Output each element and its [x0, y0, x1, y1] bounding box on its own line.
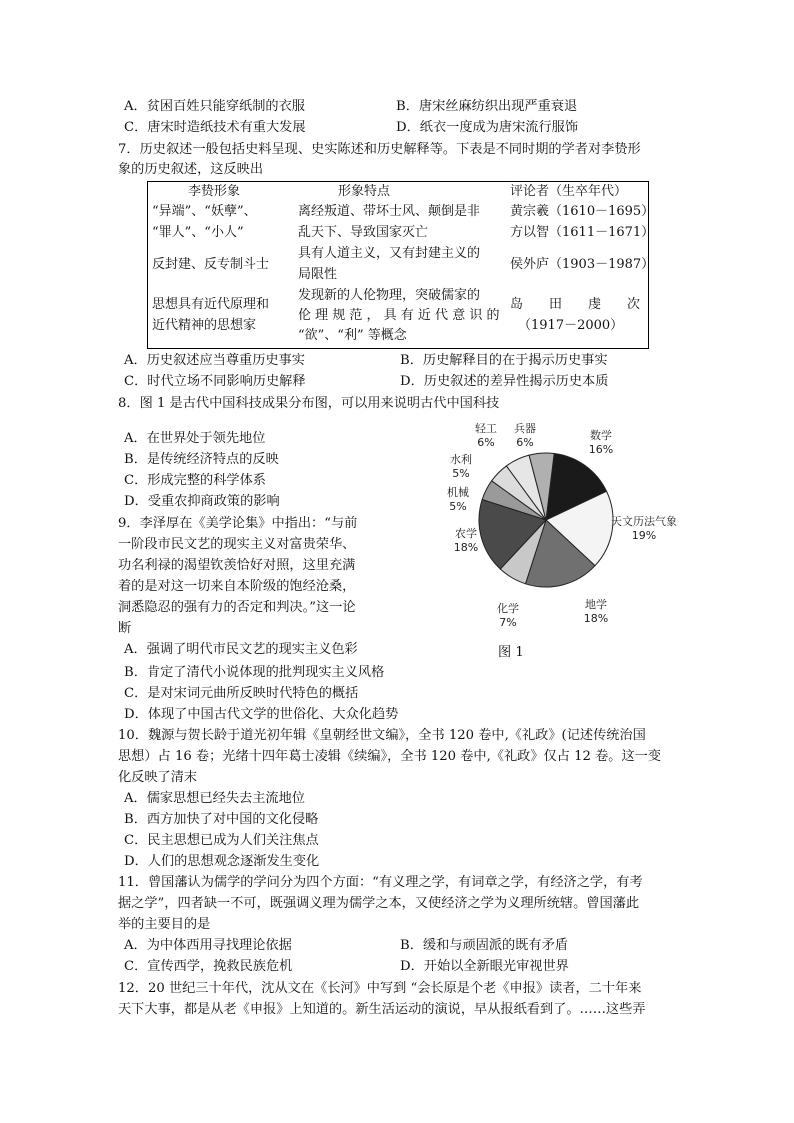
- figure-caption: 图 1: [498, 645, 524, 660]
- pie-label-1: 数学: [590, 429, 612, 442]
- q11-option-d: D．开始以全新眼光审视世界: [400, 959, 569, 974]
- pie-value-label-6: 5%: [449, 500, 467, 513]
- table-header-critic: 评论者（生卒年代）: [510, 184, 628, 199]
- q10-option-d: D．人们的思想观念逐渐发生变化: [124, 854, 320, 869]
- q12-stem-line-1: 12．20 世纪三十年代，沈从文在《长河》中写到 “会长原是个老《申报》读者，二十年来: [118, 981, 642, 996]
- q6-option-c: C．唐宋时造纸技术有重大发展: [124, 120, 306, 135]
- row3-trait-line3: “欲”、“利” 等概念: [298, 328, 407, 343]
- row1-critic-line2: 方以智（1611－1671）: [510, 225, 655, 240]
- q9-option-c: C．是对宋词元曲所反映时代特色的概括: [124, 686, 359, 701]
- pie-label-4: 化学: [497, 602, 519, 615]
- pie-label-3: 地学: [585, 598, 607, 611]
- q10-stem-line-3: 化反映了清末: [118, 770, 198, 785]
- q6-option-b: B．唐宋丝麻纺织出现严重衰退: [396, 99, 578, 114]
- pie-label-5: 农学: [455, 527, 477, 540]
- row2-image: 反封建、反专制斗士: [152, 257, 270, 272]
- q9-stem-line-4: 着的是对这一切来自本阶级的饱经沧桑，: [118, 579, 356, 594]
- row3-critic-line2: （1917－2000）: [518, 318, 624, 333]
- row3-trait-line1: 发现新的人伦物理，突破儒家的: [298, 288, 481, 303]
- q6-option-d: D．纸衣一度成为唐宋流行服饰: [396, 120, 579, 135]
- q9-stem-line-1: 9．李泽厚在《美学论集》中指出：“与前: [118, 516, 358, 531]
- q10-stem-line-1: 10．魏源与贺长龄于道光初年辑《皇朝经世文编》，全书 120 卷中,《礼政》(记述传统治国: [118, 728, 646, 743]
- q11-stem-line-1: 11．曾国藩认为儒学的学问分为四个方面：“有义理之学，有词章之学，有经济之学，有考: [118, 875, 643, 890]
- pie-chart: [400, 412, 700, 662]
- q9-stem-line-2: 一阶段市民文艺的现实主义对富贵荣华、: [118, 537, 356, 552]
- row1-trait-line1: 离经叛道、带坏士风、颠倒是非: [298, 204, 481, 219]
- table-header-trait: 形象特点: [338, 184, 391, 199]
- q8-option-c: C．形成完整的科学体系: [124, 473, 266, 488]
- q11-option-a: A．为中体西用寻找理论依据: [124, 938, 292, 953]
- pie-label-7: 水利: [450, 453, 472, 466]
- q9-option-a: A．强调了明代市民文艺的现实主义色彩: [124, 642, 358, 657]
- row1-trait-line2: 乱天下、导致国家灭亡: [298, 225, 429, 240]
- row3-trait-line2: 伦 理 规 范 ， 具 有 近 代 意 识 的: [298, 308, 500, 323]
- q9-stem-line-5: 洞悉隐忍的强有力的否定和判决。”这一论: [118, 600, 356, 615]
- q10-stem-line-2: 思想）占 16 卷；光绪十四年葛士凌辑《续编》，全书 120 卷中,《礼政》仅占 12 卷。这一变: [118, 749, 662, 764]
- q9-stem-line-6: 断: [118, 621, 132, 636]
- pie-value-label-5: 18%: [453, 541, 479, 554]
- q9-option-b: B．肯定了清代小说体现的批判现实主义风格: [124, 665, 385, 680]
- row2-trait-line2: 局限性: [298, 267, 338, 282]
- q12-stem-line-2: 天下大事，都是从老《申报》上知道的。新生活运动的演说，早从报纸看到了。……这些弄: [118, 1002, 646, 1017]
- pie-label-2: 天文历法气象: [611, 515, 677, 528]
- pie-label-8: 轻工: [475, 422, 497, 435]
- row3-critic-line1: 岛 田 虔 次: [510, 297, 641, 312]
- row3-image-line2: 近代精神的思想家: [152, 318, 257, 333]
- pie-value-label-8: 6%: [477, 436, 495, 449]
- row1-critic-line1: 黄宗羲（1610－1695）: [510, 204, 655, 219]
- row2-trait-line1: 具有人道主义，又有封建主义的: [298, 246, 481, 261]
- q8-option-a: A．在世界处于领先地位: [124, 431, 266, 446]
- q7-option-a: A．历史叙述应当尊重历史事实: [124, 353, 305, 368]
- q10-option-b: B．西方加快了对中国的文化侵略: [124, 812, 319, 827]
- q10-option-c: C．民主思想已成为人们关注焦点: [124, 833, 319, 848]
- pie-value-label-9: 6%: [516, 436, 534, 449]
- pie-label-9: 兵器: [514, 422, 536, 435]
- pie-value-label-7: 5%: [452, 467, 470, 480]
- table-header-image: 李贽形象: [188, 184, 241, 199]
- q11-option-b: B．缓和与顽固派的既有矛盾: [400, 938, 568, 953]
- q7-option-c: C．时代立场不同影响历史解释: [124, 374, 306, 389]
- q7-option-b: B．历史解释目的在于揭示历史事实: [400, 353, 608, 368]
- q11-stem-line-3: 举的主要目的是: [118, 917, 211, 932]
- pie-value-label-2: 19%: [631, 529, 657, 542]
- q9-stem-line-3: 功名利禄的渴望钦羡恰好对照，这里充满: [118, 558, 356, 573]
- row2-critic: 侯外庐（1903－1987）: [510, 257, 655, 272]
- q11-option-c: C．宣传西学，挽救民族危机: [124, 959, 293, 974]
- q7-option-d: D．历史叙述的差异性揭示历史本质: [400, 374, 609, 389]
- q8-stem: 8．图 1 是古代中国科技成果分布图，可以用来说明古代中国科技: [118, 396, 500, 411]
- q9-option-d: D．体现了中国古代文学的世俗化、大众化趋势: [124, 707, 399, 722]
- pie-value-label-3: 18%: [583, 612, 609, 625]
- q10-option-a: A．儒家思想已经失去主流地位: [124, 791, 305, 806]
- pie-label-6: 机械: [447, 486, 469, 499]
- row3-image-line1: 思想具有近代原理和: [152, 297, 270, 312]
- q11-stem-line-2: 据之学”，四者缺一不可，既强调义理为儒学之本，又使经济之学为义理所统辖。曾国藩此: [118, 896, 640, 911]
- pie-value-label-1: 16%: [588, 443, 614, 456]
- pie-value-label-4: 7%: [499, 616, 517, 629]
- q7-stem-line-1: 7．历史叙述一般包括史料呈现、史实陈述和历史解释等。下表是不同时期的学者对李贽形: [118, 142, 641, 157]
- q7-table: [147, 181, 655, 349]
- q7-stem-line-2: 象的历史叙述，这反映出: [118, 162, 264, 177]
- q8-option-b: B．是传统经济特点的反映: [124, 452, 279, 467]
- q8-option-d: D．受重农抑商政策的影响: [124, 494, 280, 509]
- row1-image-line1: “异端”、“妖孽”、: [152, 204, 257, 219]
- row1-image-line2: “罪人”、“小人”: [152, 225, 244, 240]
- q6-option-a: A．贫困百姓只能穿纸制的衣服: [124, 99, 305, 114]
